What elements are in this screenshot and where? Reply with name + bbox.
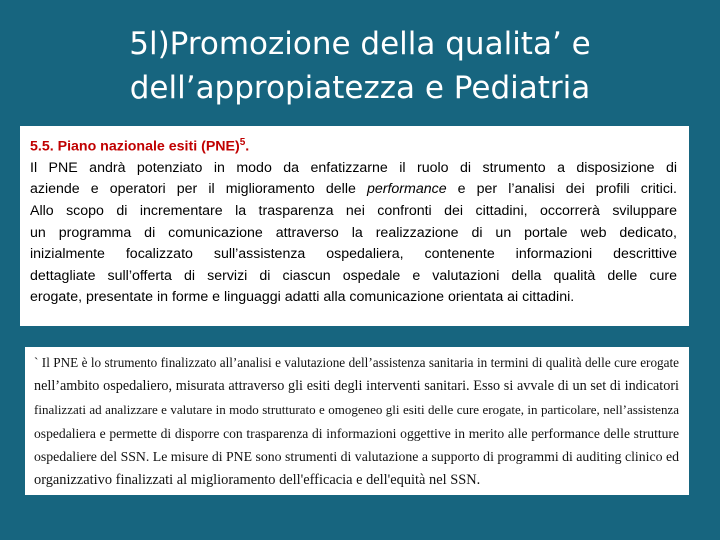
footnote-line-2: nell’ambito ospedaliero, misurata attraverso gli esiti degli interventi sanitari. Esso si avvale di un set di indicatori xyxy=(34,377,679,394)
slide-title xyxy=(40,22,680,110)
footnote-marker: 5 xyxy=(239,137,246,148)
footnote-body xyxy=(34,351,679,492)
excerpt-body xyxy=(30,158,677,309)
footnote-line-3: finalizzati ad analizzare e valutare in modo strutturato e omogeneo gli esiti delle cure erogate, in particolare, nell’assistenza xyxy=(34,402,679,417)
footnote-line-6: organizzativo finalizzati al miglioramento dell'efficacia e dell'equità nel SSN. xyxy=(34,471,481,488)
excerpt-heading-text: 5.5. Piano nazionale esiti (PNE) xyxy=(30,138,240,155)
excerpt-line-2-italic: performance xyxy=(366,181,447,198)
excerpt-heading-end: . xyxy=(245,138,250,155)
slide-title-line-1: 5l)Promozione della qualita’ e xyxy=(129,26,591,62)
excerpt-line-5: inizialmente focalizzato sull’assistenza ospedaliera, contenente informazioni descrittive xyxy=(30,246,677,263)
footnote-line-1: ` Il PNE è lo strumento finalizzato all’analisi e valutazione dell’assistenza sanitaria in termini di qualità delle cure erogate xyxy=(34,355,679,370)
excerpt-line-2-start: aziende e operatori per il miglioramento delle xyxy=(30,181,356,198)
excerpt-line-6: dettagliate sull’offerta di servizi di ciascun ospedale e valutazioni della qualità delle cure xyxy=(30,267,677,284)
document-excerpt-footnote xyxy=(25,347,689,495)
slide-title-line-2: dell’appropiatezza e Pediatria xyxy=(129,70,591,106)
footnote-line-4: ospedaliera e permette di disporre con trasparenza di informazioni oggettive in merito alle performance delle strutture xyxy=(34,425,679,441)
excerpt-line-4: un programma di comunicazione attraverso la realizzazione di un portale web dedicato, xyxy=(30,224,677,241)
excerpt-line-2-end: e per l’analisi dei profili critici. xyxy=(457,181,678,198)
excerpt-line-7: erogate, presentate in forme e linguaggi adatti alla comunicazione orientata ai cittadini. xyxy=(30,289,575,306)
document-excerpt-pne-plan xyxy=(20,126,689,326)
footnote-line-5: ospedaliere del SSN. Le misure di PNE sono strumenti di valutazione a supporto di programmi di auditing clinico ed xyxy=(34,449,679,464)
excerpt-line-1: Il PNE andrà potenziato in modo da enfatizzarne il ruolo di strumento a disposizione di xyxy=(30,159,677,176)
excerpt-line-2 xyxy=(30,179,677,201)
excerpt-line-3: Allo scopo di incrementare la trasparenza nei confronti dei cittadini, occorrerà sviluppare xyxy=(30,202,677,219)
excerpt-heading xyxy=(30,132,677,158)
